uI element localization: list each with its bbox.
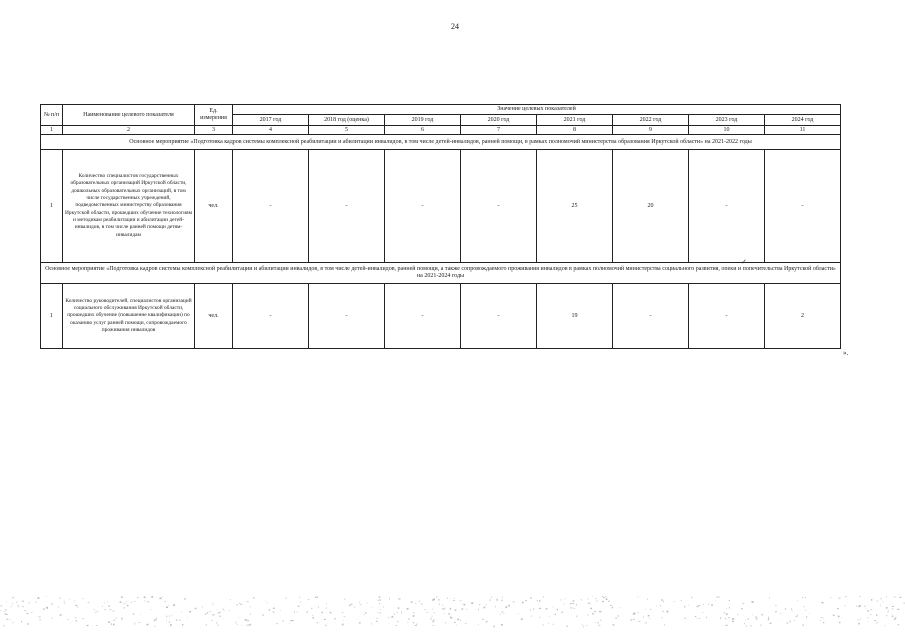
header-year: 2022 год <box>613 115 689 126</box>
header-num: № п/п <box>41 105 63 126</box>
value-cell: 20 <box>613 150 689 263</box>
value-cell: - <box>461 284 537 349</box>
column-number: 6 <box>385 126 461 135</box>
column-number: 4 <box>233 126 309 135</box>
value-cell: - <box>385 284 461 349</box>
header-values-group: Значение целевых показателей <box>233 105 841 115</box>
value-cell: 2 <box>765 284 841 349</box>
section-title: Основное мероприятие «Подготовка кадров системы комплексной реабилитации и абилитации инвалидов, в том числе детей-инвалидов, ранней помощи, в рамках полномочий министерства образования Иркутской области» на 2021-2022 годы <box>41 135 841 150</box>
column-number: 5 <box>309 126 385 135</box>
unit-cell: чел. <box>195 150 233 263</box>
value-cell: 19 <box>537 284 613 349</box>
column-number: 9 <box>613 126 689 135</box>
check-mark-icon: ✓ <box>741 258 747 266</box>
section-title-row <box>41 135 841 150</box>
header-year: 2017 год <box>233 115 309 126</box>
scan-artifact-strip <box>0 596 905 630</box>
row-num: 1 <box>41 284 63 349</box>
value-cell: - <box>765 150 841 263</box>
column-number: 1 <box>41 126 63 135</box>
value-cell: - <box>233 150 309 263</box>
header-row-1 <box>41 105 841 115</box>
value-cell: - <box>233 284 309 349</box>
indicator-name: Количество руководителей, специалистов организаций социального обслуживания Иркутской области, прошедших обучение (повышение квалификации) по оказанию услуг ранней помощи, сопровождаемого проживания инвалидов <box>63 284 195 349</box>
value-cell: - <box>689 284 765 349</box>
indicator-name: Количество специалистов государственных образовательных организаций Иркутской области, дошкольных образовательных организаций, в том числе государственных учреждений, подведомственных министерству образования Иркутской области, прошедших обучение технологиям и методикам реабилитации и абилитации детей-инвалидов, в том числе ранней помощи детям-инвалидам <box>63 150 195 263</box>
header-year: 2020 год <box>461 115 537 126</box>
column-numbers-row <box>41 126 841 135</box>
table-row <box>41 150 841 263</box>
column-number: 10 <box>689 126 765 135</box>
value-cell: - <box>689 150 765 263</box>
value-cell: - <box>309 284 385 349</box>
column-number: 3 <box>195 126 233 135</box>
header-year: 2019 год <box>385 115 461 126</box>
header-name: Наименование целевого показателя <box>63 105 195 126</box>
section-title-row <box>41 263 841 284</box>
unit-cell: чел. <box>195 284 233 349</box>
header-year: 2024 год <box>765 115 841 126</box>
section-title: Основное мероприятие «Подготовка кадров системы комплексной реабилитации и абилитации инвалидов, в том числе детей-инвалидов, ранней помощи, а также сопровождаемого проживания инвалидов в рамках полномочий министерства социального развития, опеки и попечительства Иркутской области» на 2021-2024 годы <box>41 263 841 284</box>
value-cell: - <box>309 150 385 263</box>
column-number: 2 <box>63 126 195 135</box>
row-num: 1 <box>41 150 63 263</box>
column-number: 8 <box>537 126 613 135</box>
value-cell: - <box>461 150 537 263</box>
header-year: 2021 год <box>537 115 613 126</box>
header-year: 2018 год (оценка) <box>309 115 385 126</box>
table-row <box>41 284 841 349</box>
column-number: 11 <box>765 126 841 135</box>
page-number: 24 <box>451 22 459 31</box>
value-cell: - <box>613 284 689 349</box>
value-cell: 25 <box>537 150 613 263</box>
target-indicators-table <box>40 104 841 349</box>
header-unit: Ед. измерения <box>195 105 233 126</box>
value-cell: - <box>385 150 461 263</box>
closing-quote-mark: ». <box>843 349 849 357</box>
header-year: 2023 год <box>689 115 765 126</box>
column-number: 7 <box>461 126 537 135</box>
